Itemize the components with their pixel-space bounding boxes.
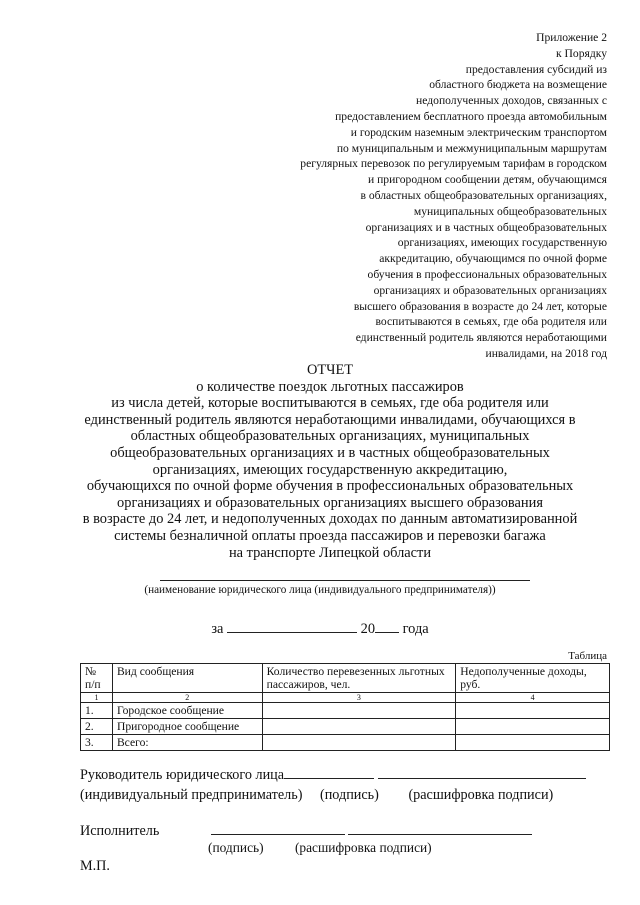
appendix-line: Приложение 2 xyxy=(536,31,607,44)
table-row xyxy=(81,703,610,719)
column-number: 2 xyxy=(112,693,262,703)
report-line: системы безналичной оплаты проезда пассажиров и перевозки багажа xyxy=(114,527,546,544)
appendix-line: организациях и в частных общеобразовательных xyxy=(365,220,607,234)
appendix-line: инвалидами, на 2018 год xyxy=(485,346,607,360)
report-line: организациях и образовательных организациях высшего образования xyxy=(117,494,543,511)
executor-sign-blank[interactable] xyxy=(211,822,345,835)
report-title xyxy=(50,362,610,561)
appendix-line: и городским наземным электрическим транспортом xyxy=(350,125,607,139)
appendix-line: к Порядку xyxy=(556,46,607,60)
table-row xyxy=(81,735,610,751)
report-line: организациях, имеющих государственную аккредитацию, xyxy=(152,461,508,478)
appendix-line: аккредитацию, обучающимся по очной форме xyxy=(379,252,607,266)
row-number: 1. xyxy=(81,703,113,719)
entity-name-line[interactable] xyxy=(160,580,530,581)
executor-decode-blank[interactable] xyxy=(348,822,532,835)
appendix-line: недополученных доходов, связанных с xyxy=(416,94,607,108)
report-line: обучающихся по очной форме обучения в профессиональных образовательных xyxy=(86,478,574,495)
row-route-type: Городское сообщение xyxy=(112,703,262,719)
head-sign-blank[interactable] xyxy=(284,766,374,779)
appendix-line: организациях и образовательных организациях xyxy=(373,283,607,297)
table-label: Таблица xyxy=(568,650,607,662)
header-route-type: Вид сообщения xyxy=(112,664,262,693)
sign-caption: (подпись) xyxy=(319,787,379,803)
head-decode-blank[interactable] xyxy=(378,766,586,779)
header-lost-income: Недополученные доходы, руб. xyxy=(456,664,610,693)
appendix-line: областного бюджета на возмещение xyxy=(429,78,607,92)
report-period xyxy=(0,620,640,638)
period-blank[interactable] xyxy=(227,620,357,633)
executor-captions xyxy=(208,840,432,856)
appendix-line: по муниципальным и межмуниципальным маршрутам xyxy=(336,141,607,155)
table-header-row xyxy=(81,664,610,693)
report-line: о количестве поездок льготных пассажиров xyxy=(196,378,464,395)
row-passengers-cell[interactable] xyxy=(262,719,456,735)
row-route-type: Пригородное сообщение xyxy=(112,719,262,735)
report-table xyxy=(80,663,610,751)
report-heading: ОТЧЕТ xyxy=(306,362,354,378)
appendix-line: организациях, имеющих государственную xyxy=(397,236,607,250)
entity-name-caption: (наименование юридического лица (индивидуального предпринимателя)) xyxy=(144,584,496,596)
head-label: Руководитель юридического лица xyxy=(80,767,285,783)
executor-label: Исполнитель xyxy=(80,823,160,839)
appendix-line: муниципальных общеобразовательных xyxy=(413,204,607,218)
appendix-line: обучения в профессиональных образовательных xyxy=(367,267,607,281)
row-lost-income-cell[interactable] xyxy=(456,719,610,735)
row-passengers-cell[interactable] xyxy=(262,735,456,751)
column-number-row xyxy=(81,693,610,703)
head-sub-label: (индивидуальный предприниматель) xyxy=(80,787,303,803)
row-route-type: Всего: xyxy=(112,735,262,751)
row-number: 2. xyxy=(81,719,113,735)
report-line: в возрасте до 24 лет, и недополученных доходах по данным автоматизированной xyxy=(82,511,578,528)
row-lost-income-cell[interactable] xyxy=(456,735,610,751)
appendix-line: и пригородном сообщении детям, обучающимся xyxy=(367,173,607,187)
appendix-line: в областных общеобразовательных организациях, xyxy=(360,188,607,202)
appendix-line: предоставлением бесплатного проезда автомобильным xyxy=(335,109,607,123)
report-line: общеобразовательных организациях и в частных общеобразовательных xyxy=(110,444,550,461)
row-number: 3. xyxy=(81,735,113,751)
report-line: на транспорте Липецкой области xyxy=(228,544,432,561)
stamp-label: М.П. xyxy=(80,858,110,874)
report-line: из числа детей, которые воспитываются в семьях, где оба родителя или xyxy=(111,395,549,412)
row-lost-income-cell[interactable] xyxy=(456,703,610,719)
executor-signature-line xyxy=(80,822,532,840)
period-prefix: за xyxy=(211,621,224,637)
appendix-line: предоставления субсидий из xyxy=(465,62,607,76)
head-captions xyxy=(80,787,553,804)
column-number: 1 xyxy=(81,693,113,703)
table-row xyxy=(81,719,610,735)
period-year: 20 xyxy=(360,621,376,637)
executor-decode-caption: (расшифровка подписи) xyxy=(294,840,432,855)
executor-sign-caption: (подпись) xyxy=(208,840,264,855)
row-passengers-cell[interactable] xyxy=(262,703,456,719)
decode-caption: (расшифровка подписи) xyxy=(408,787,554,803)
period-year-blank[interactable] xyxy=(375,620,399,633)
period-suffix: года xyxy=(402,621,429,637)
appendix-line: регулярных перевозок по регулируемым тарифам в городском xyxy=(300,157,607,171)
header-number: № п/п xyxy=(81,664,113,693)
column-number: 3 xyxy=(262,693,456,703)
appendix-line: воспитываются в семьях, где оба родителя или xyxy=(375,315,607,329)
report-line: областных общеобразовательных организациях, муниципальных xyxy=(130,428,530,445)
column-number: 4 xyxy=(456,693,610,703)
header-passengers: Количество перевезенных льготных пассажиров, чел. xyxy=(262,664,456,693)
appendix-header xyxy=(207,30,607,362)
appendix-line: единственный родитель являются неработающими xyxy=(355,331,607,345)
appendix-line: высшего образования в возрасте до 24 лет, которые xyxy=(353,299,607,313)
report-line: единственный родитель являются неработающими инвалидами, обучающихся в xyxy=(84,411,576,428)
head-signature-line xyxy=(80,766,586,784)
